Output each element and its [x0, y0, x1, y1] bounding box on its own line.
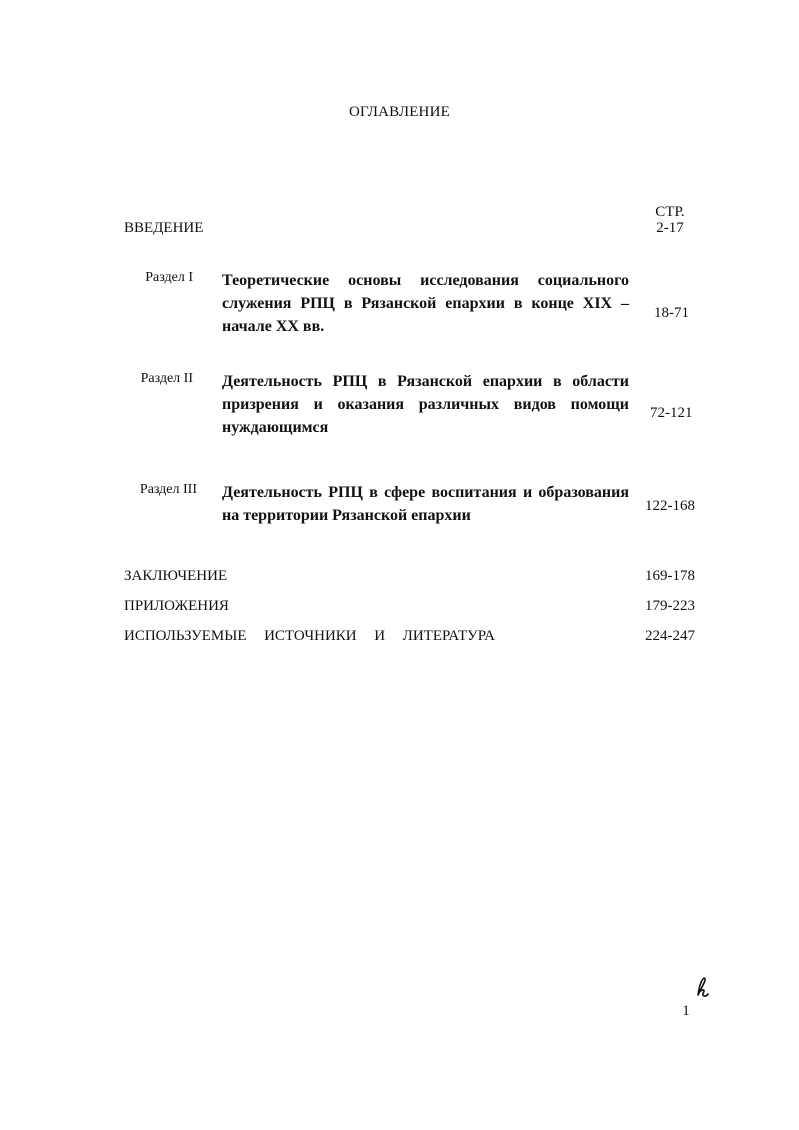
toc-pages-conclusion: 169-178: [645, 568, 695, 584]
toc-pages-section-1: 18-71: [654, 305, 689, 321]
section-label-3: Раздел III: [139, 482, 197, 497]
toc-pages-appendices: 179-223: [645, 598, 695, 614]
toc-entry-introduction[interactable]: ВВЕДЕНИЕ: [124, 220, 204, 236]
toc-pages-sources: 224-247: [645, 628, 695, 644]
page-column-header: СТР.: [655, 204, 685, 220]
toc-entry-section-3[interactable]: Деятельность РПЦ в сфере воспитания и образования на территории Рязанской епархии: [222, 484, 629, 524]
toc-entry-sources[interactable]: ИСПОЛЬЗУЕМЫЕ ИСТОЧНИКИ И ЛИТЕРАТУРА: [124, 628, 495, 644]
toc-pages-section-2: 72-121: [650, 405, 693, 421]
toc-entry-section-1[interactable]: Теоретические основы исследования социального служения РПЦ в Рязанской епархии в конце XIX – начале XX вв.: [222, 272, 629, 335]
section-label-2: Раздел II: [140, 371, 193, 386]
toc-entry-appendices[interactable]: ПРИЛОЖЕНИЯ: [124, 598, 229, 614]
page-title: ОГЛАВЛЕНИЕ: [349, 104, 450, 120]
toc-pages-introduction: 2-17: [656, 220, 684, 236]
toc-pages-section-3: 122-168: [645, 498, 695, 514]
section-label-1: Раздел I: [145, 270, 193, 285]
toc-entry-section-2[interactable]: Деятельность РПЦ в Рязанской епархии в области призрения и оказания различных видов помощи нуждающимся: [222, 373, 629, 436]
page-number: 1: [682, 1003, 690, 1019]
toc-entry-conclusion[interactable]: ЗАКЛЮЧЕНИЕ: [124, 568, 228, 584]
handwritten-initial-icon: [692, 976, 712, 1000]
